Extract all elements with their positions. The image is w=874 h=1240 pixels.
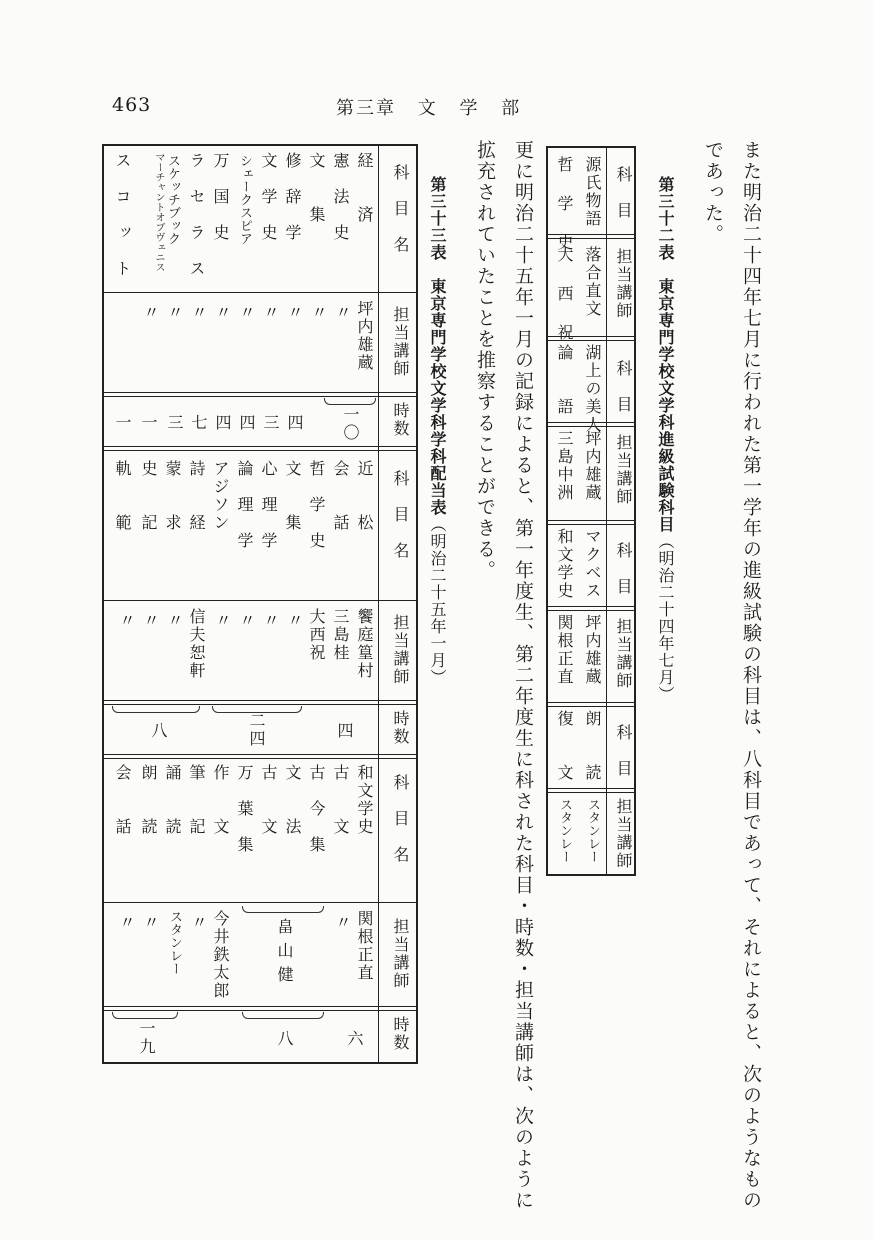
- t33-b3-subject: 作 文: [211, 764, 230, 836]
- t33-b1-lecturer: 〃: [309, 304, 328, 320]
- chapter-label: 第三章: [336, 98, 396, 119]
- t33-b3-lecturer: 畠山健: [275, 918, 294, 990]
- t32-lecturer: 三島中洲: [555, 430, 574, 502]
- t33-b1-lecturer: 坪内雄蔵: [355, 300, 374, 372]
- t33-b1-subject: 憲 法 史: [331, 152, 350, 242]
- t33-header-subject-1: 科 目 名: [391, 164, 410, 254]
- t33-b2-subject: 詩 経: [187, 460, 206, 532]
- t33-b3-lecturer: 関根正直: [355, 910, 374, 982]
- t32-header-lecturer-1: 担当講師: [614, 248, 633, 320]
- t32-subject: 朗 読: [583, 710, 602, 782]
- t33-b2-subject: 論 理 学: [235, 460, 254, 550]
- t33-b1-subject: スケッチブック: [165, 154, 180, 245]
- t33-b1-hours: 一: [113, 414, 132, 432]
- t33-b2-subject: 会 話: [331, 460, 350, 532]
- t33-b1-hours: 三: [165, 414, 184, 432]
- t32-subject: 源氏物語: [583, 156, 602, 228]
- t33-header-hours-3: 時数: [391, 1016, 410, 1052]
- t33-b1-subject: シェークスピア: [237, 154, 252, 245]
- t33-b3-hours: 一九: [137, 1020, 156, 1056]
- t32-lecturer: スタンレー: [557, 798, 572, 863]
- t33-b1-subject: マーチャントオブヴェニス: [153, 152, 164, 272]
- t33-b1-hours: 四: [213, 414, 232, 432]
- t33-b1-subject: ス コ ッ ト: [113, 152, 132, 278]
- t33-b2-lecturer: 大西祝: [307, 608, 326, 662]
- t33-b1-subject: 修 辞 学: [283, 152, 302, 242]
- t32-subject: 論 語: [555, 344, 574, 416]
- t33-b2-lecturer: 〃: [117, 612, 136, 628]
- t33-b3-subject: 朗 読: [139, 764, 158, 836]
- t33-b3-hours: 六: [345, 1030, 364, 1048]
- t33-b2-lecturer: 〃: [165, 612, 184, 628]
- t33-b1-hours: 四: [237, 414, 256, 432]
- t33-header-subject-3: 科 目 名: [391, 774, 410, 864]
- t33-b1-hours: 四: [285, 414, 304, 432]
- t33-b2-subject: 哲 学 史: [307, 460, 326, 550]
- t33-header-lecturer-2: 担当講師: [391, 614, 410, 686]
- t33-b3-subject: 万 葉 集: [235, 764, 254, 854]
- table-32-caption: 第三十二表 東京専門学校文学科進級試験科目（明治二十四年七月）: [656, 176, 675, 703]
- t32-lecturer: 落合直文: [583, 246, 602, 318]
- t33-b1-lecturer: 〃: [165, 304, 184, 320]
- t33-b2-lecturer: 信夫恕軒: [187, 608, 206, 680]
- table-33-caption: 第三十三表 東京専門学校文学科学科配当表（明治二十五年一月）: [428, 176, 447, 686]
- t33-b1-hours: 三: [261, 414, 280, 432]
- table-32: [546, 146, 636, 876]
- t33-b2-subject: 史 記: [139, 460, 158, 532]
- t33-header-lecturer-3: 担当講師: [391, 918, 410, 990]
- t32-lecturer: 坪内雄蔵: [583, 614, 602, 686]
- t33-b1-subject: 文 集: [307, 152, 326, 224]
- t33-b2-subject: 蒙 求: [163, 460, 182, 532]
- t33-b1-subject: ラ セ ラ ス: [187, 152, 206, 278]
- t33-b3-subject: 古 文: [331, 764, 350, 836]
- t33-b1-hours: 七: [189, 414, 208, 432]
- t33-header-hours-1: 時数: [391, 402, 410, 438]
- t32-header-lecturer-4: 担当講師: [614, 798, 633, 870]
- t33-b2-hours: 四: [335, 722, 354, 740]
- t33-b2-hours: 二四: [247, 712, 266, 748]
- t33-header-lecturer-1: 担当講師: [391, 306, 410, 378]
- t32-header-subject-3: 科 目: [614, 542, 633, 596]
- t32-header-lecturer-3: 担当講師: [614, 618, 633, 690]
- t33-b1-lecturer: 〃: [333, 304, 352, 320]
- paragraph-2-line-2: 拡充されていたことを推察することができる。: [474, 140, 496, 581]
- t32-header-subject-4: 科 目: [614, 724, 633, 778]
- page-number: 463: [112, 94, 152, 116]
- t32-subject: 和文学史: [555, 528, 574, 600]
- paragraph-1-line-2: であった。: [702, 140, 724, 245]
- t33-b1-subject: 万 国 史: [211, 152, 230, 242]
- t33-b2-lecturer: 〃: [237, 612, 256, 628]
- lecturer-brace: [242, 906, 324, 913]
- t33-b3-lecturer: 〃: [333, 914, 352, 930]
- t33-b1-lecturer: 〃: [141, 304, 160, 320]
- t32-header-subject-1: 科 目: [614, 166, 633, 220]
- t33-b1-hours: 一: [139, 414, 158, 432]
- t33-header-hours-2: 時数: [391, 710, 410, 746]
- chapter-title-char-3: 部: [501, 98, 522, 119]
- chapter-title-char-2: 学: [459, 98, 480, 119]
- t33-b3-lecturer: スタンレー: [167, 910, 182, 975]
- t33-b2-lecturer: 〃: [261, 612, 280, 628]
- t33-header-subject-2: 科 目 名: [391, 470, 410, 560]
- t32-subject: マクベス: [583, 528, 602, 600]
- t33-b3-subject: 筆 記: [187, 764, 206, 836]
- t33-b2-subject: アジソン: [211, 460, 230, 532]
- t33-b3-subject: 文 法: [283, 764, 302, 836]
- t32-lecturer: 関根正直: [555, 614, 574, 686]
- t33-b2-lecturer: 〃: [141, 612, 160, 628]
- hours-brace: [112, 706, 200, 713]
- t33-b1-lecturer: 〃: [261, 304, 280, 320]
- t33-b3-lecturer: 〃: [117, 914, 136, 930]
- t32-header-subject-2: 科 目: [614, 360, 633, 414]
- t33-b3-lecturer: 〃: [189, 914, 208, 930]
- t33-b3-lecturer: 〃: [141, 914, 160, 930]
- t32-header-lecturer-2: 担当講師: [614, 434, 633, 506]
- t33-b2-lecturer: 饗庭篁村: [355, 608, 374, 680]
- t33-b1-lecturer: 〃: [285, 304, 304, 320]
- t32-lecturer: スタンレー: [585, 798, 600, 863]
- paragraph-1-line-1: また明治二十四年七月に行われた第一学年の進級試験の科目は、八科目であって、それによると、次のようなもの: [740, 140, 762, 1211]
- t33-b2-subject: 文 集: [283, 460, 302, 532]
- table-33: [102, 144, 418, 1064]
- t33-b1-lecturer: 〃: [213, 304, 232, 320]
- t33-b2-subject: 心 理 学: [259, 460, 278, 550]
- t33-b3-hours: 八: [275, 1030, 294, 1048]
- t33-b2-lecturer: 三島桂: [331, 608, 350, 662]
- t33-b2-subject: 軌 範: [113, 460, 132, 532]
- t33-b1-subject: 文 学 史: [259, 152, 278, 242]
- t33-b2-hours: 八: [149, 722, 168, 740]
- t33-b3-lecturer: 今井鉄太郎: [211, 910, 230, 1000]
- t32-subject: 復 文: [555, 710, 574, 782]
- t32-subject: 哲 学 史: [555, 156, 574, 252]
- t33-b3-subject: 和文学史: [355, 764, 374, 836]
- t32-lecturer: 大 西 祝: [555, 246, 574, 342]
- t33-b2-subject: 近 松: [355, 460, 374, 532]
- hours-brace: [242, 1012, 324, 1019]
- t33-b1-subject: 経 済: [355, 152, 374, 224]
- chapter-title-char-1: 文: [417, 98, 438, 119]
- t33-b1-lecturer: 〃: [189, 304, 208, 320]
- hours-brace: [112, 1012, 178, 1019]
- hours-brace: [324, 398, 376, 405]
- t33-b2-lecturer: 〃: [213, 612, 232, 628]
- t33-b1-hours: 一〇: [341, 406, 360, 442]
- t33-b2-lecturer: 〃: [285, 612, 304, 628]
- t33-b3-subject: 古 文: [259, 764, 278, 836]
- paragraph-2-line-1: 更に明治二十五年一月の記録によると、第一年度生、第二年度生に科された科目・時数・担当講師は、次のように: [512, 140, 534, 1211]
- t33-b3-subject: 誦 読: [163, 764, 182, 836]
- t32-subject: 湖上の美人: [583, 344, 602, 434]
- t32-lecturer: 坪内雄蔵: [583, 430, 602, 502]
- t33-b3-subject: 会 話: [113, 764, 132, 836]
- t33-b3-subject: 古 今 集: [307, 764, 326, 854]
- t33-b1-lecturer: 〃: [237, 304, 256, 320]
- running-head: [336, 94, 535, 120]
